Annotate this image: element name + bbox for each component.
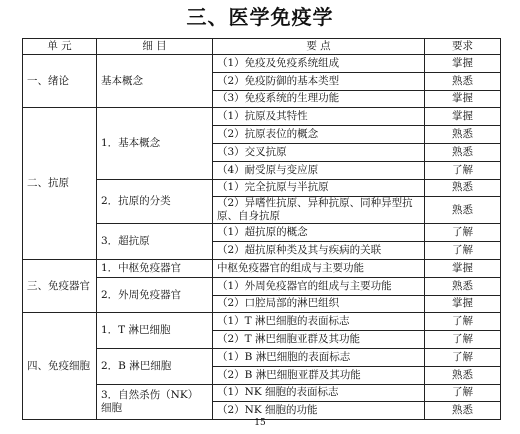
point-cell: （1）B 淋巴细胞的表面标志 — [213, 348, 425, 366]
requirement-cell: 了解 — [425, 331, 501, 349]
point-cell: （2）抗原表位的概念 — [213, 126, 425, 144]
point-cell: 中枢免疫器官的组成与主要功能 — [213, 259, 425, 277]
requirement-cell: 熟悉 — [425, 402, 501, 420]
page-number: 15 — [254, 418, 266, 428]
point-cell: （1）免疫及免疫系统组成 — [213, 55, 425, 73]
point-cell: （1）T 淋巴细胞的表面标志 — [213, 313, 425, 331]
requirement-cell: 了解 — [425, 242, 501, 260]
detail-cell: 3．超抗原 — [97, 224, 213, 260]
point-cell: （2）口腔局部的淋巴组织 — [213, 295, 425, 313]
point-cell: （1）抗原及其特性 — [213, 108, 425, 126]
unit-cell: 三、免疫器官 — [23, 259, 97, 312]
detail-cell: 1．基本概念 — [97, 108, 213, 179]
page-title: 三、医学免疫学 — [186, 5, 334, 29]
requirement-cell: 熟悉 — [425, 72, 501, 90]
detail-cell: 2．抗原的分类 — [97, 179, 213, 224]
detail-cell: 1．T 淋巴细胞 — [97, 313, 213, 349]
requirement-cell: 掌握 — [425, 259, 501, 277]
requirement-cell: 熟悉 — [425, 277, 501, 295]
requirement-cell: 了解 — [425, 224, 501, 242]
unit-cell: 二、抗原 — [23, 108, 97, 260]
header-unit: 单 元 — [23, 39, 97, 55]
syllabus-table — [22, 38, 501, 420]
header-requirement: 要求 — [425, 39, 501, 55]
point-cell: （2）B 淋巴细胞亚群及其功能 — [213, 366, 425, 384]
requirement-cell: 熟悉 — [425, 143, 501, 161]
unit-cell: 一、绪论 — [23, 55, 97, 108]
table-row — [23, 259, 501, 277]
requirement-cell: 熟悉 — [425, 366, 501, 384]
point-cell: （3）交叉抗原 — [213, 143, 425, 161]
detail-cell: 3．自然杀伤（NK）细胞 — [97, 384, 213, 420]
detail-cell: 基本概念 — [97, 55, 213, 108]
requirement-cell: 掌握 — [425, 55, 501, 73]
point-cell: （3）免疫系统的生理功能 — [213, 90, 425, 108]
requirement-cell: 掌握 — [425, 90, 501, 108]
point-cell: （2）超抗原种类及其与疾病的关联 — [213, 242, 425, 260]
requirement-cell: 了解 — [425, 348, 501, 366]
table-row — [23, 55, 501, 73]
requirement-cell: 了解 — [425, 313, 501, 331]
requirement-cell: 了解 — [425, 161, 501, 179]
point-cell: （2）T 淋巴细胞亚群及其功能 — [213, 331, 425, 349]
table-row — [23, 108, 501, 126]
point-cell: （2）NK 细胞的功能 — [213, 402, 425, 420]
point-cell: （1）超抗原的概念 — [213, 224, 425, 242]
detail-cell: 2．B 淋巴细胞 — [97, 348, 213, 384]
requirement-cell: 了解 — [425, 384, 501, 402]
detail-cell: 1．中枢免疫器官 — [97, 259, 213, 277]
point-cell: （4）耐受原与变应原 — [213, 161, 425, 179]
requirement-cell: 熟悉 — [425, 179, 501, 197]
detail-cell: 2．外周免疫器官 — [97, 277, 213, 313]
point-cell: （2）免疫防御的基本类型 — [213, 72, 425, 90]
header-detail: 细 目 — [97, 39, 213, 55]
table-header-row — [23, 39, 501, 55]
point-cell: （1）完全抗原与半抗原 — [213, 179, 425, 197]
point-cell: （1）外周免疫器官的组成与主要功能 — [213, 277, 425, 295]
point-cell: （1）NK 细胞的表面标志 — [213, 384, 425, 402]
requirement-cell: 掌握 — [425, 108, 501, 126]
requirement-cell: 熟悉 — [425, 197, 501, 224]
requirement-cell: 熟悉 — [425, 126, 501, 144]
header-points: 要 点 — [213, 39, 425, 55]
requirement-cell: 掌握 — [425, 295, 501, 313]
unit-cell: 四、免疫细胞 — [23, 313, 97, 420]
point-cell: （2）异嗜性抗原、异种抗原、同种异型抗原、自身抗原 — [213, 197, 425, 224]
table-row — [23, 313, 501, 331]
